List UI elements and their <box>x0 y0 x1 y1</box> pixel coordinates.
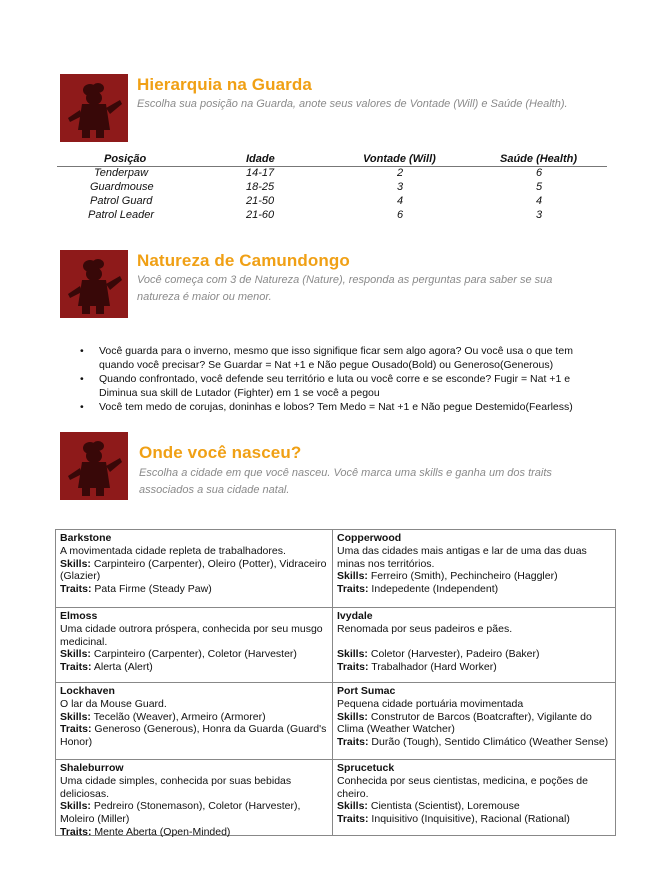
rank-cell: Patrol Leader <box>88 209 155 221</box>
rank-cell: 21-60 <box>246 209 275 221</box>
city-name: Barkstone <box>60 532 112 544</box>
city-cell-lockhaven <box>56 683 332 751</box>
section-title-birthplace: Onde você nasceu? <box>139 443 302 462</box>
city-traits: Mente Aberta (Open-Minded) <box>91 825 231 838</box>
skills-label: Skills: <box>60 710 91 723</box>
rank-cell: Tenderpaw <box>94 167 149 179</box>
city-name: Sprucetuck <box>337 762 395 774</box>
nature-question-list <box>78 345 598 416</box>
skills-label: Skills: <box>337 648 368 661</box>
nature-question: • Quando confrontado, você defende seu território e luta ou você corre e se esconde? Fugir = Nat +1 e Diminua sua skill de Lutador (Fighter) em 1 se você a pegou <box>78 373 598 400</box>
rank-cell: 3 <box>536 209 543 221</box>
city-skills: Construtor de Barcos (Boatcrafter), Vigilante do Clima (Weather Watcher) <box>337 710 592 736</box>
nature-question: • Você guarda para o inverno, mesmo que isso signifique ficar sem algo agora? Ou você usa o que tem quando você precisar? Se Guardar = Nat +1 e Não pegue Ousado(Bold) ou Generoso(Generous) <box>78 345 598 372</box>
skills-label: Skills: <box>60 648 91 661</box>
city-description: Renomada por seus padeiros e pães. <box>337 622 513 635</box>
city-cell-ivydale <box>333 608 615 676</box>
city-skills: Coletor (Harvester), Padeiro (Baker) <box>367 648 540 661</box>
mouse-illustration <box>60 74 128 142</box>
city-traits: Alerta (Alert) <box>91 661 153 674</box>
city-description: Uma cidade outrora próspera, conhecida por seu musgo medicinal. <box>60 622 323 648</box>
city-name: Copperwood <box>337 532 402 544</box>
rank-header-age: Idade <box>246 153 275 165</box>
city-description: A movimentada cidade repleta de trabalhadores. <box>60 544 286 557</box>
traits-label: Traits: <box>337 583 369 596</box>
traits-label: Traits: <box>60 583 92 596</box>
city-traits: Inquisitivo (Inquisitive), Racional (Rational) <box>368 813 570 826</box>
city-skills: Pedreiro (Stonemason), Coletor (Harvester), Moleiro (Miller) <box>60 800 301 826</box>
skills-label: Skills: <box>337 710 368 723</box>
traits-label: Traits: <box>60 723 92 736</box>
rank-cell: 5 <box>536 181 543 193</box>
city-skills: Cientista (Scientist), Loremouse <box>367 800 520 813</box>
city-name: Elmoss <box>60 610 98 622</box>
traits-label: Traits: <box>337 813 369 826</box>
city-cell-barkstone <box>56 530 332 598</box>
city-name: Ivydale <box>337 610 373 622</box>
rank-cell: 14-17 <box>246 167 275 179</box>
rank-cell: 6 <box>397 209 404 221</box>
rank-cell: 21-50 <box>246 195 275 207</box>
rank-cell: 4 <box>397 195 404 207</box>
city-name: Lockhaven <box>60 685 115 697</box>
city-cell-elmoss <box>56 608 332 676</box>
mouse-illustration <box>60 432 128 500</box>
traits-label: Traits: <box>337 661 369 674</box>
city-traits: Durão (Tough), Sentido Climático (Weather Sense) <box>368 736 609 749</box>
mouse-illustration <box>60 250 128 318</box>
city-description: Conhecida por seus cientistas, medicina, e poções de cheiro. <box>337 774 588 800</box>
city-cell-copperwood <box>333 530 615 598</box>
city-name: Port Sumac <box>337 685 396 697</box>
city-skills: Ferreiro (Smith), Pechincheiro (Haggler) <box>367 570 558 583</box>
city-cell-sprucetuck <box>333 760 615 828</box>
section-title-nature: Natureza de Camundongo <box>137 251 350 270</box>
skills-label: Skills: <box>337 800 368 813</box>
section-description-hierarchy: Escolha sua posição na Guarda, anote seus valores de Vontade (Will) e Saúde (Health). <box>137 98 568 110</box>
skills-label: Skills: <box>60 557 91 570</box>
rank-cell: Patrol Guard <box>90 195 153 207</box>
rank-header-position: Posição <box>104 153 147 165</box>
rank-cell: 4 <box>536 195 543 207</box>
section-description-nature: Você começa com 3 de Natureza (Nature), responda as perguntas para saber se sua natureza é maior ou menor. <box>137 274 553 303</box>
rank-cell: 18-25 <box>246 181 275 193</box>
rank-cell: Guardmouse <box>90 181 154 193</box>
city-traits: Generoso (Generous), Honra da Guarda (Guard's Honor) <box>60 723 327 749</box>
section-title-hierarchy: Hierarquia na Guarda <box>137 75 312 94</box>
skills-label: Skills: <box>337 570 368 583</box>
skills-label: Skills: <box>60 800 91 813</box>
section-description-birthplace: Escolha a cidade em que você nasceu. Você marca uma skills e ganha um dos traits associados a sua cidade natal. <box>139 467 552 496</box>
cities-table <box>55 529 616 836</box>
city-skills: Carpinteiro (Carpenter), Coletor (Harvester) <box>90 648 297 661</box>
rank-cell: 2 <box>397 167 404 179</box>
rank-header-health: Saúde (Health) <box>500 153 578 165</box>
city-description: O lar da Mouse Guard. <box>60 697 167 710</box>
rank-cell: 3 <box>397 181 404 193</box>
city-traits: Pata Firme (Steady Paw) <box>91 583 212 596</box>
rank-cell: 6 <box>536 167 543 179</box>
city-description: Pequena cidade portuária movimentada <box>337 697 524 710</box>
city-traits: Trabalhador (Hard Worker) <box>368 661 497 674</box>
city-skills: Carpinteiro (Carpenter), Oleiro (Potter), Vidraceiro (Glazier) <box>60 557 327 583</box>
city-traits: Indepedente (Independent) <box>368 583 499 596</box>
city-skills: Tecelão (Weaver), Armeiro (Armorer) <box>90 710 266 723</box>
city-description: Uma cidade simples, conhecida por suas bebidas deliciosas. <box>60 774 292 800</box>
city-cell-shaleburrow <box>56 760 332 841</box>
nature-question: • Você tem medo de corujas, doninhas e lobos? Tem Medo = Nat +1 e Não pegue Destemido(Fearless) <box>78 401 598 415</box>
traits-label: Traits: <box>337 736 369 749</box>
spacer <box>337 636 611 649</box>
city-name: Shaleburrow <box>60 762 124 774</box>
city-cell-port-sumac <box>333 683 615 751</box>
city-description: Uma das cidades mais antigas e lar de uma das duas minas nos territórios. <box>337 544 587 570</box>
traits-label: Traits: <box>60 661 92 674</box>
traits-label: Traits: <box>60 825 92 838</box>
rank-header-will: Vontade (Will) <box>363 153 436 165</box>
